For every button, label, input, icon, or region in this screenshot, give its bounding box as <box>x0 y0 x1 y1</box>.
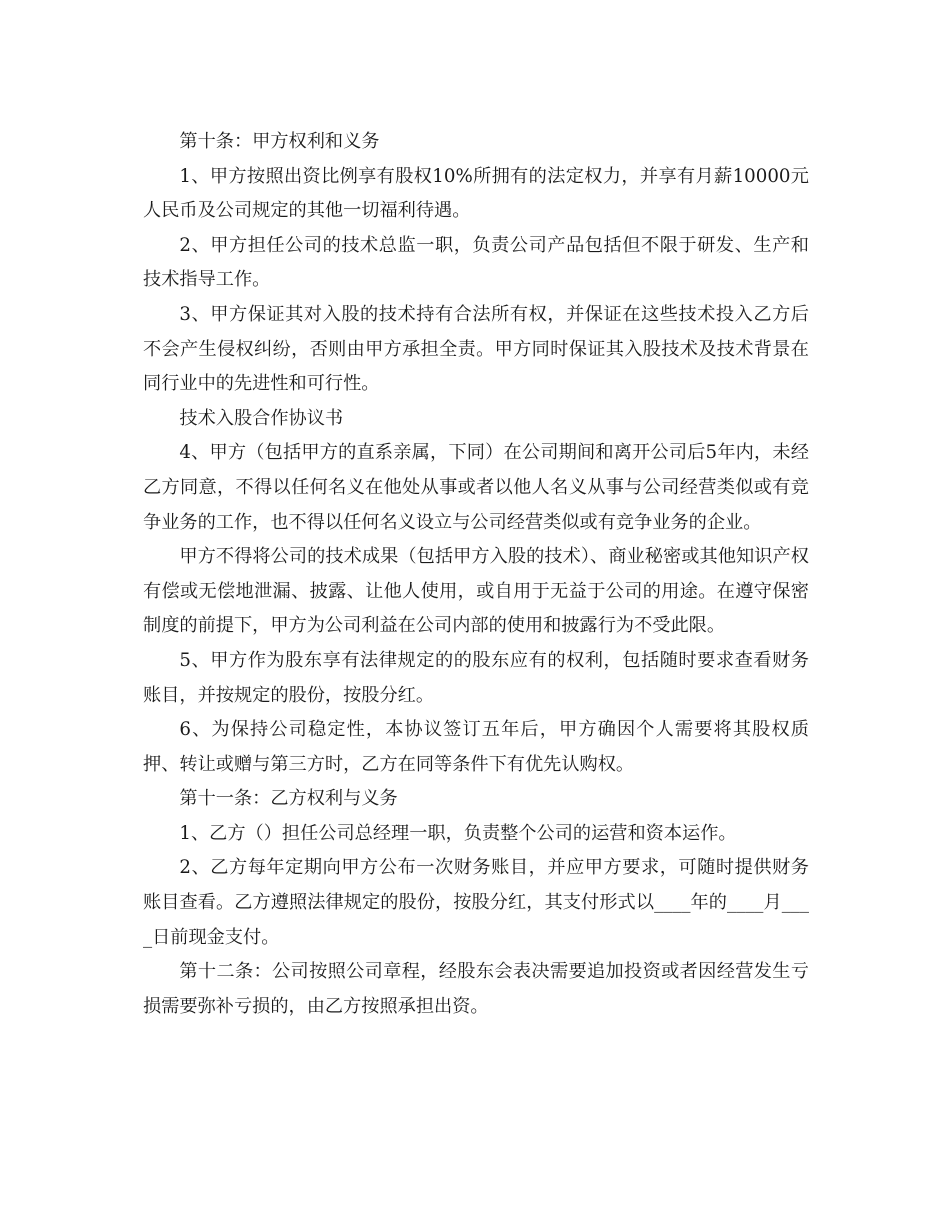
article-12-paragraph: 第十二条：公司按照公司章程，经股东会表决需要追加投资或者因经营发生亏损需要弥补亏损的，由乙方按照承担出资。 <box>143 961 809 1017</box>
article-11-clause-1: 1、乙方（）担任公司总经理一职，负责整个公司的运营和资本运作。 <box>179 822 737 844</box>
article-10-clause-2: 2、甲方担任公司的技术总监一职，负责公司产品包括但不限于研发、生产和技术指导工作。 <box>143 234 809 291</box>
article-11-heading: 第十一条：乙方权利与义务 <box>179 788 398 810</box>
article-10-clause-5: 5、甲方作为股东享有法律规定的的股东应有的权利，包括随时要求查看财务账目，并按规定的股份，按股分红。 <box>143 649 809 706</box>
article-10-heading: 第十条：甲方权利和义务 <box>179 131 380 152</box>
document-body <box>143 125 809 1024</box>
article-10-clause-4: 4、甲方（包括甲方的直系亲属，下同）在公司期间和离开公司后5年内，未经乙方同意，不得以任何名义在他处从事或者以他人名义从事与公司经营类似或有竞争业务的工作，也不得以任何名义设立与公司经营类似或有竞争业务的企业。 <box>143 442 809 533</box>
article-10-clause-6: 6、为保持公司稳定性，本协议签订五年后，甲方确因个人需要将其股权质押、转让或赠与第三方时，乙方在同等条件下有优先认购权。 <box>143 719 809 775</box>
document-title-line: 技术入股合作协议书 <box>179 407 344 429</box>
article-11-clause-2: 2、乙方每年定期向甲方公布一次财务账目，并应甲方要求，可随时提供财务账目查看。乙方遵照法律规定的股份，按股分红，其支付形式以____年的____月____日前现金支付。 <box>143 857 809 948</box>
article-10-clause-1: 1、甲方按照出资比例享有股权10%所拥有的法定权力，并享有月薪10000元人民币及公司规定的其他一切福利待遇。 <box>143 165 809 222</box>
confidentiality-paragraph: 甲方不得将公司的技术成果（包括甲方入股的技术）、商业秘密或其他知识产权有偿或无偿地泄漏、披露、让他人使用，或自用于无益于公司的用途。在遵守保密制度的前提下，甲方为公司利益在公司内部的使用和披露行为不受此限。 <box>143 546 809 637</box>
article-10-clause-3: 3、甲方保证其对入股的技术持有合法所有权，并保证在这些技术投入乙方后不会产生侵权纠纷，否则由甲方承担全责。甲方同时保证其入股技术及技术背景在同行业中的先进性和可行性。 <box>143 303 809 395</box>
